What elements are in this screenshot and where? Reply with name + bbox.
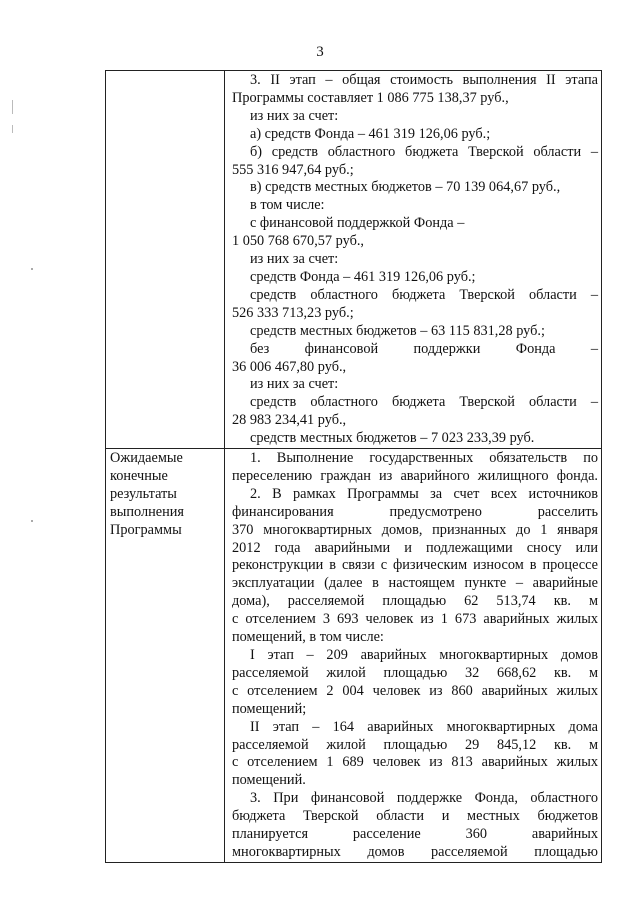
text-line: II этап – 164 аварийных многоквартирных дома (250, 718, 598, 735)
text-line: 526 333 713,23 руб.; (232, 304, 354, 321)
text-line: из них за счет: (250, 251, 339, 268)
text-line: а) средств Фонда – 461 319 126,06 руб.; (250, 125, 491, 142)
expected-results-label (106, 449, 225, 863)
text-line: помещений, в том числе: (232, 629, 384, 646)
label-line: конечные (110, 467, 168, 484)
text-line: средств областного бюджета Тверской области – (250, 286, 598, 303)
text-line: средств местных бюджетов – 63 115 831,28 руб.; (250, 322, 545, 339)
text-line: с финансовой поддержкой Фонда – (250, 215, 465, 232)
text-line: средств местных бюджетов – 7 023 233,39 руб. (250, 430, 535, 447)
text-line: 2012 года аварийными и подлежащими сносу или (232, 539, 598, 556)
text-line: из них за счет: (250, 376, 339, 393)
text-line: с отселением 1 689 человек из 813 аварийных жилых (232, 754, 598, 771)
text-line: планируется расселение 360 аварийных (232, 826, 598, 843)
page-number: 3 (316, 44, 324, 60)
table-row-funding-stage-2 (106, 71, 602, 449)
text-line: эксплуатации (далее в настоящем пункте – аварийные (232, 575, 598, 592)
row-label-empty (106, 71, 225, 449)
text-line: без финансовой поддержки Фонда – (250, 340, 598, 357)
label-line: Программы (110, 521, 182, 538)
expected-results-text (225, 449, 602, 863)
text-line: многоквартирных домов расселяемой площадью (232, 843, 598, 860)
text-line: из них за счет: (250, 107, 339, 124)
text-line: I этап – 209 аварийных многоквартирных домов (250, 647, 598, 663)
label-line: результаты (110, 485, 177, 502)
text-line: в том числе: (250, 197, 325, 214)
text-line: расселяемой жилой площадью 32 668,62 кв. м (232, 664, 598, 681)
text-line: 28 983 234,41 руб., (232, 412, 347, 429)
text-line: 370 многоквартирных домов, признанных до 1 января (232, 521, 598, 538)
text-line: 3. II этап – общая стоимость выполнения II этапа (250, 72, 598, 88)
text-line: 2. В рамках Программы за счет всех источников (250, 485, 598, 502)
text-line: финансирования предусмотрено расселить (232, 503, 598, 520)
text-line: помещений; (232, 700, 307, 717)
text-line: 3. При финансовой поддержке Фонда, областного (250, 790, 598, 807)
text-line: средств областного бюджета Тверской области – (250, 394, 598, 411)
text-line: расселяемой жилой площадью 29 845,12 кв. м (232, 736, 598, 753)
text-line: помещений. (232, 772, 306, 789)
text-line: реконструкции в связи с физическим износом в процессе (232, 557, 598, 574)
text-line: с отселением 3 693 человек из 1 673 аварийных жилых (232, 611, 598, 628)
text-line: Программы составляет 1 086 775 138,37 руб., (232, 89, 509, 106)
text-line: 1. Выполнение государственных обязательств по (250, 450, 598, 467)
text-line: б) средств областного бюджета Тверской области – (250, 143, 598, 160)
text-line: в) средств местных бюджетов – 70 139 064,67 руб., (250, 179, 561, 196)
text-line: бюджета Тверской области и местных бюджетов (232, 808, 598, 825)
program-passport-table (105, 70, 602, 863)
scan-artifact (12, 100, 13, 114)
scan-artifact (12, 125, 13, 133)
text-line: 36 006 467,80 руб., (232, 358, 347, 375)
scan-artifact (31, 268, 33, 270)
text-line: дома), расселяемой площадью 62 513,74 кв. м (232, 593, 598, 610)
text-line: с отселением 2 004 человек из 860 аварийных жилых (232, 682, 598, 699)
text-line: средств Фонда – 461 319 126,06 руб.; (250, 268, 476, 285)
label-line: выполнения (110, 503, 184, 520)
funding-stage-2-text (225, 71, 602, 449)
table-row-expected-results (106, 449, 602, 863)
text-line: переселению граждан из аварийного жилищного фонда. (232, 467, 598, 484)
scan-artifact (31, 520, 33, 522)
text-line: 1 050 768 670,57 руб., (232, 233, 364, 250)
text-line: 555 316 947,64 руб.; (232, 161, 354, 178)
label-line: Ожидаемые (110, 450, 183, 467)
